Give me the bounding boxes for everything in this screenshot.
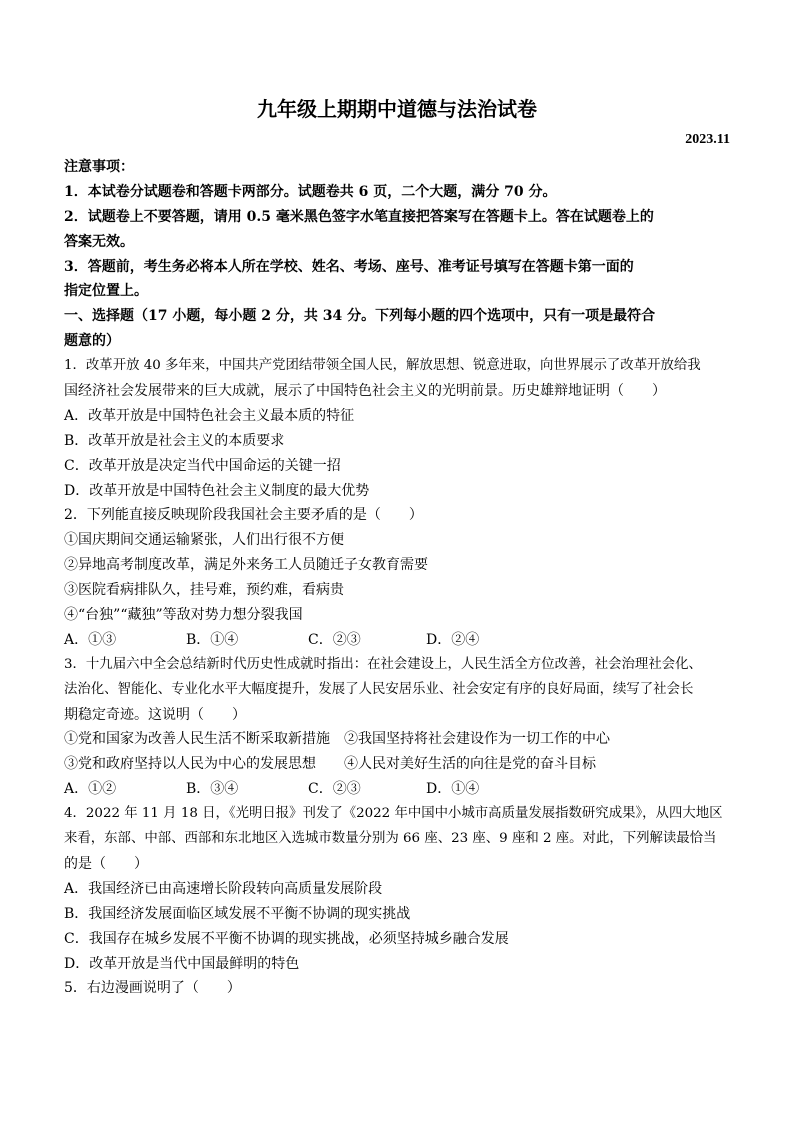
- q4-option-c: C．我国存在城乡发展不平衡不协调的现实挑战，必须坚持城乡融合发展: [64, 930, 509, 947]
- exam-date: 2023.11: [685, 132, 730, 147]
- q4-option-d: D．改革开放是当代中国最鲜明的特色: [64, 955, 300, 972]
- q1-option-d: D．改革开放是中国特色社会主义制度的最大优势: [64, 482, 370, 499]
- q2-option-b: B．①④: [186, 631, 239, 648]
- q1-stem-line-1: 1．改革开放 40 多年来，中国共产党团结带领全国人民，解放思想、锐意进取，向世界展示了改革开放给我: [64, 358, 701, 374]
- q2-option-c: C．②③: [308, 631, 361, 648]
- q3-option-c: C．②③: [308, 781, 361, 798]
- section-1-heading-line-2: 题意的）: [64, 333, 120, 350]
- q3-item-3: ③党和政府坚持以人民为中心的发展思想: [64, 756, 316, 773]
- q2-option-d: D．②④: [426, 631, 480, 648]
- q1-option-b: B．改革开放是社会主义的本质要求: [64, 432, 285, 449]
- q4-stem-line-2: 来看，东部、中部、西部和东北地区入选城市数量分别为 66 座、23 座、9 座和 2 座。对此，下列解读最恰当: [64, 831, 717, 847]
- q2-options: [64, 628, 730, 653]
- q4-option-b: B．我国经济发展面临区域发展不平衡不协调的现实挑战: [64, 905, 411, 922]
- q3-stem-line-1: 3．十九届六中全会总结新时代历史性成就时指出：在社会建设上，人民生活全方位改善，社会治理社会化、: [64, 656, 702, 672]
- q4-stem-line-3: 的是（ ）: [64, 855, 148, 872]
- q2-item-4: ④“台独”“藏独”等敌对势力想分裂我国: [64, 607, 303, 624]
- exam-body: [64, 155, 730, 1001]
- note-3-line-2: 指定位置上。: [64, 283, 148, 300]
- q2-option-a: A．①③: [64, 631, 117, 648]
- q3-items-row-2: [64, 752, 730, 777]
- q2-item-3: ③医院看病排队久，挂号难，预约难，看病贵: [64, 582, 344, 599]
- q3-stem-line-2: 法治化、智能化、专业化水平大幅度提升，发展了人民安居乐业、社会安定有序的良好局面，续写了社会长: [64, 681, 694, 697]
- q3-item-2: ②我国坚持将社会建设作为一切工作的中心: [344, 731, 610, 748]
- q2-item-2: ②异地高考制度改革，满足外来务工人员随迁子女教育需要: [64, 557, 428, 574]
- q3-option-a: A．①②: [64, 781, 117, 798]
- q3-options: [64, 777, 730, 802]
- q3-option-b: B．③④: [186, 781, 239, 798]
- notes-heading: 注意事项：: [64, 159, 134, 175]
- q3-stem-line-3: 期稳定奇迹。这说明（ ）: [64, 706, 246, 723]
- q1-stem-line-2: 国经济社会发展带来的巨大成就，展示了中国特色社会主义的光明前景。历史雄辩地证明（ ）: [64, 383, 666, 400]
- q5-stem: 5．右边漫画说明了（ ）: [64, 980, 241, 997]
- note-3-line-1: 3．答题前，考生务必将本人所在学校、姓名、考场、座号、准考证号填写在答题卡第一面的: [64, 258, 634, 275]
- q4-option-a: A．我国经济已由高速增长阶段转向高质量发展阶段: [64, 880, 383, 897]
- q3-items-row-1: [64, 727, 730, 752]
- q3-option-d: D．①④: [426, 781, 480, 798]
- q3-item-4: ④人民对美好生活的向往是党的奋斗目标: [344, 756, 596, 773]
- q2-stem: 2．下列能直接反映现阶段我国社会主要矛盾的是（ ）: [64, 507, 423, 524]
- q1-option-c: C．改革开放是决定当代中国命运的关键一招: [64, 457, 341, 474]
- q4-stem-line-1: 4．2022 年 11 月 18 日，《光明日报》刊发了《2022 年中国中小城市高质量发展指数研究成果》，从四大地区: [64, 806, 723, 822]
- q1-option-a: A．改革开放是中国特色社会主义最本质的特征: [64, 407, 355, 424]
- q3-item-1: ①党和国家为改善人民生活不断采取新措施: [64, 731, 330, 748]
- note-1: 1．本试卷分试题卷和答题卡两部分。试题卷共 6 页，二个大题，满分 70 分。: [64, 183, 557, 200]
- section-1-heading-line-1: 一、选择题（17 小题，每小题 2 分，共 34 分。下列每小题的四个选项中，只有一项是最符合: [64, 308, 656, 325]
- q2-item-1: ①国庆期间交通运输紧张，人们出行很不方便: [64, 532, 344, 549]
- note-2-line-2: 答案无效。: [64, 233, 134, 250]
- note-2-line-1: 2．试题卷上不要答题，请用 0.5 毫米黑色签字水笔直接把答案写在答题卡上。答在试题卷上的: [64, 208, 654, 225]
- page-title: 九年级上期期中道德与法治试卷: [257, 97, 537, 121]
